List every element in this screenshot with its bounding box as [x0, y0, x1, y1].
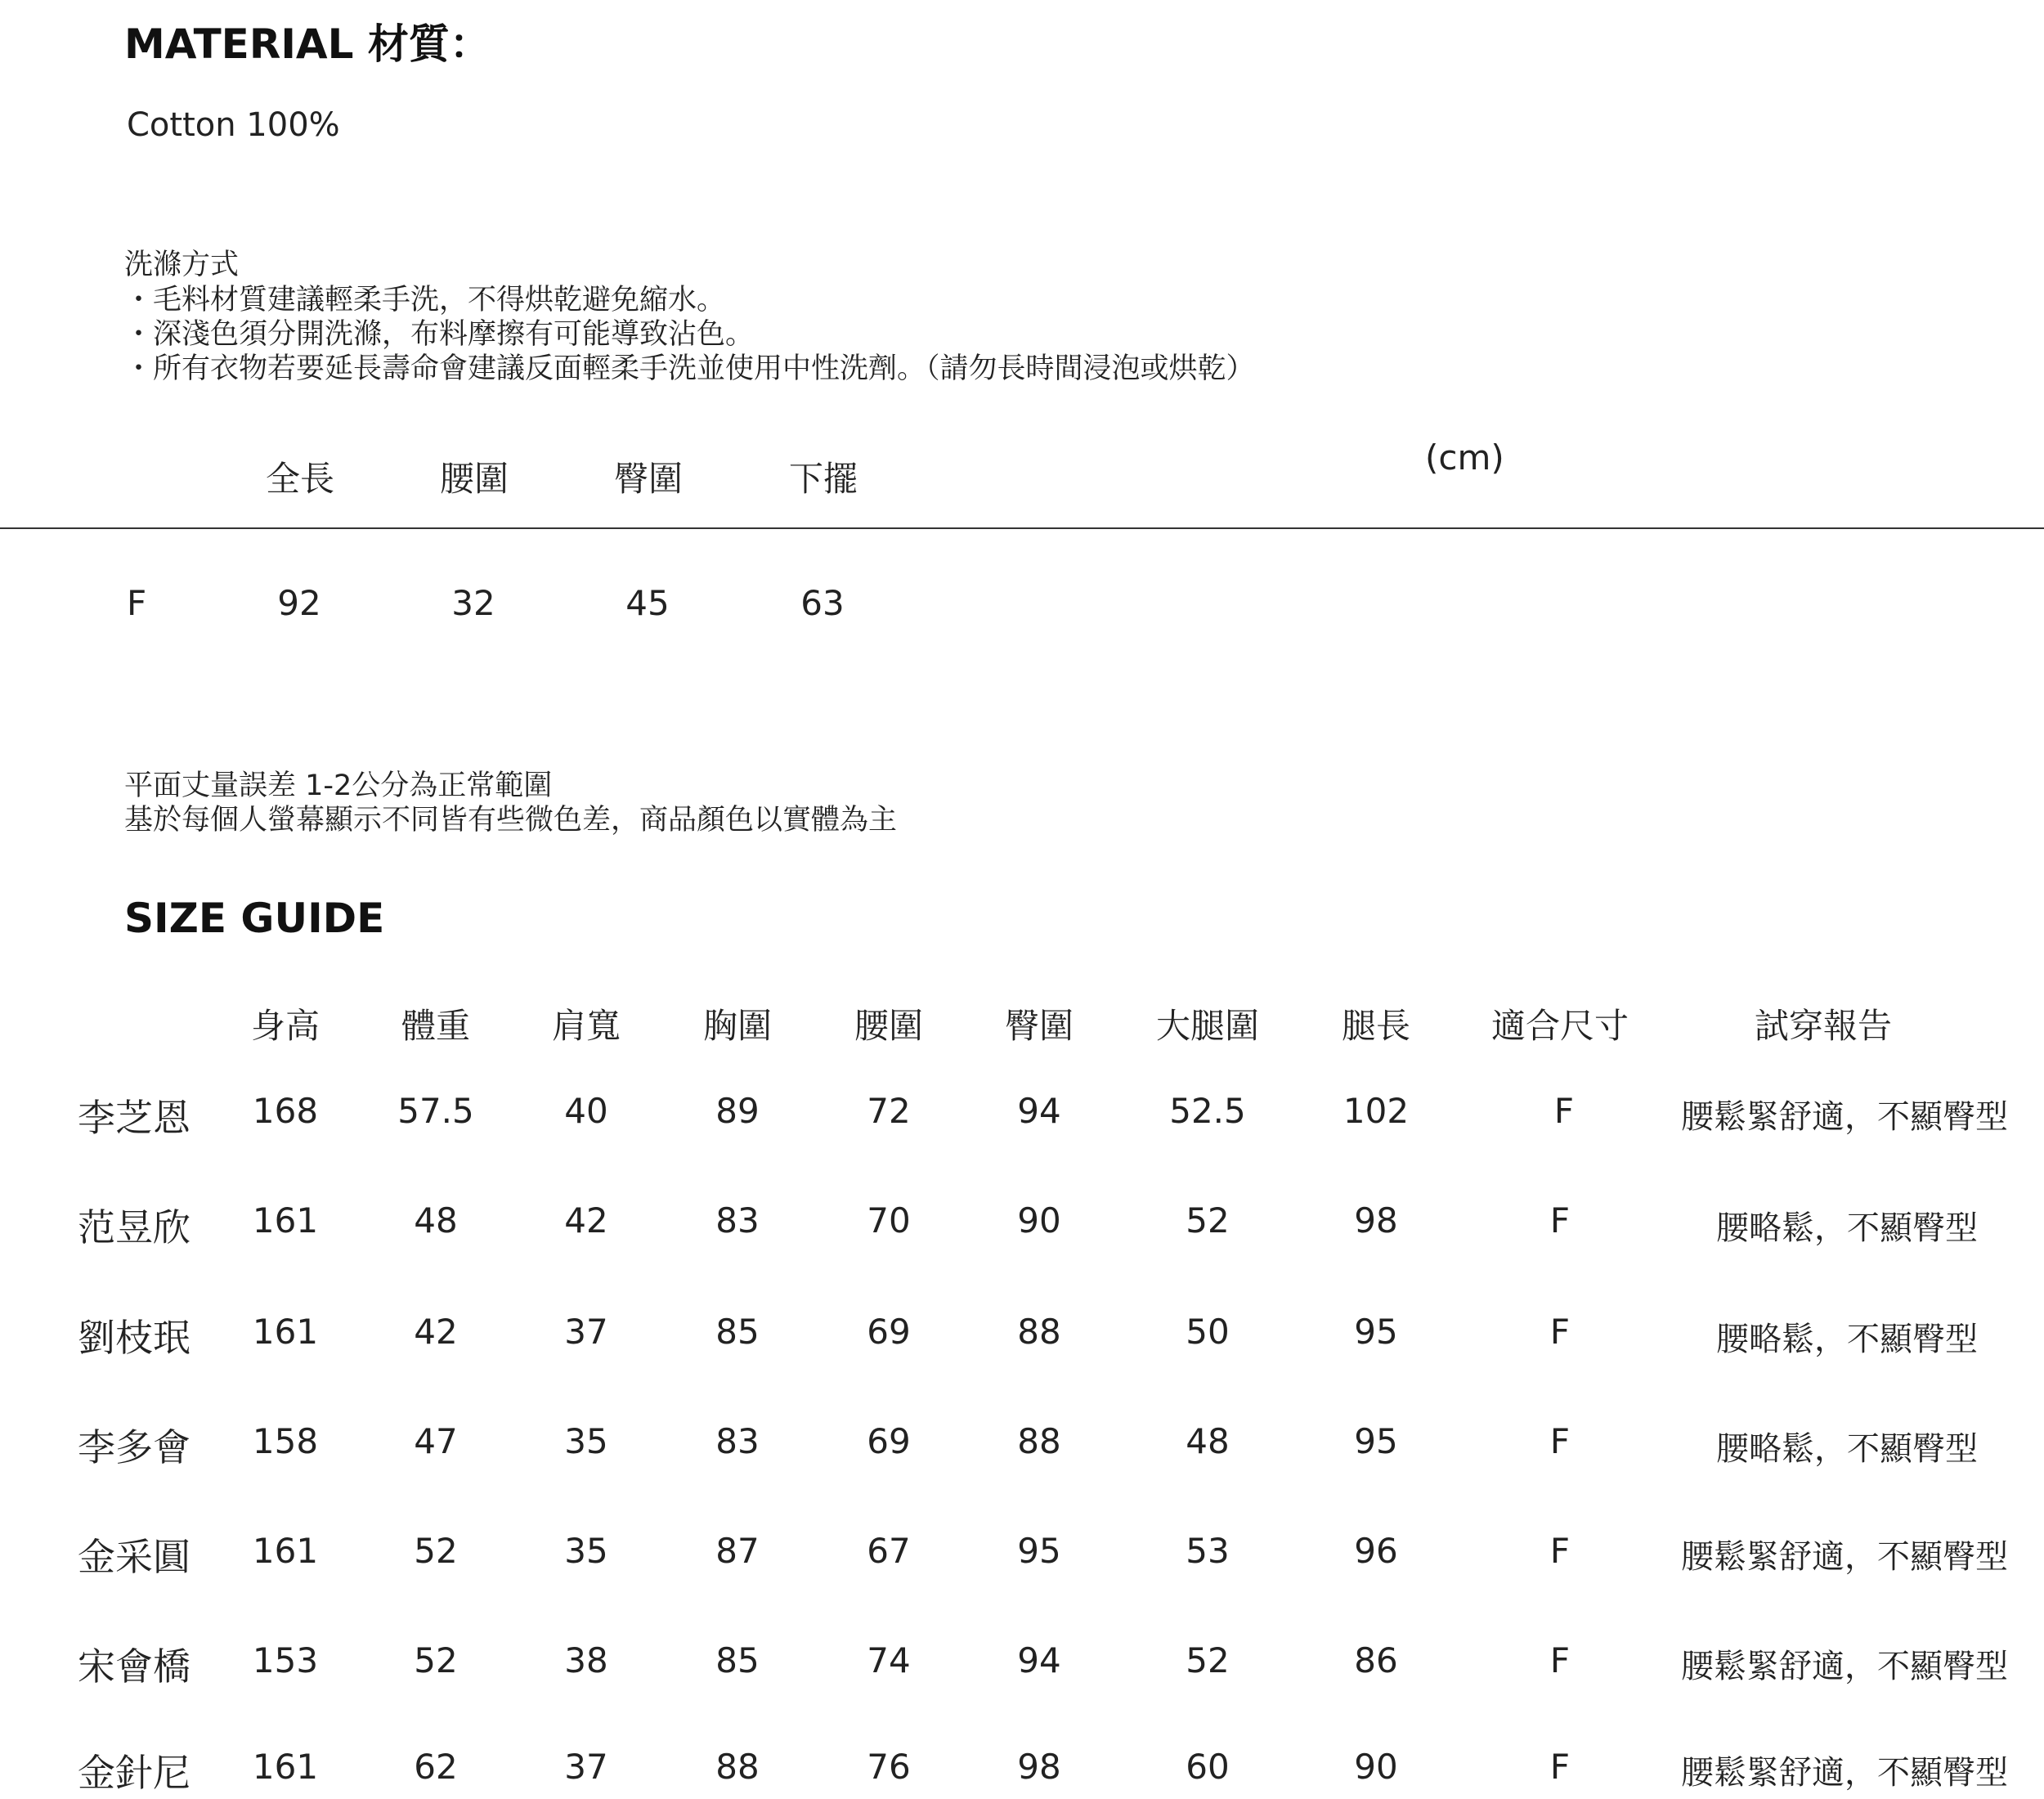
header-height: 身高 — [250, 1006, 320, 1046]
header-chest: 胸圍 — [702, 1006, 773, 1046]
header-waist: 腰圍 — [854, 1006, 924, 1046]
cell-weight: 62 — [414, 1747, 458, 1787]
header-fit-size: 適合尺寸 — [1490, 1006, 1629, 1046]
model-name: 劉枝珉 — [78, 1316, 191, 1360]
cell-fit-size: F — [1549, 1200, 1571, 1240]
cell-hip: 94 — [1017, 1091, 1061, 1131]
cell-weight: 42 — [414, 1312, 458, 1352]
cell-shoulder: 35 — [564, 1531, 608, 1571]
cell-thigh: 53 — [1186, 1531, 1230, 1571]
unit-label: (cm) — [1425, 437, 1504, 478]
color-note: 基於每個人螢幕顯示不同皆有些微色差，商品顏色以實體為主 — [124, 804, 898, 837]
size-label: F — [127, 583, 147, 623]
measure-header-hem: 下擺 — [789, 459, 858, 499]
measure-header-waist: 腰圍 — [440, 459, 509, 499]
cell-fit-size: F — [1549, 1747, 1571, 1787]
cell-weight: 48 — [414, 1200, 458, 1240]
cell-hip: 88 — [1017, 1421, 1061, 1461]
cell-thigh: 50 — [1186, 1312, 1230, 1352]
material-title: MATERIAL 材質： — [124, 20, 491, 68]
cell-height: 161 — [252, 1312, 319, 1352]
cell-chest: 83 — [715, 1421, 760, 1461]
cell-waist: 70 — [867, 1200, 911, 1240]
model-name: 李芝恩 — [78, 1096, 191, 1140]
cell-shoulder: 40 — [564, 1091, 608, 1131]
cell-fit-size: F — [1553, 1091, 1575, 1131]
cell-fit-size: F — [1549, 1640, 1571, 1680]
cell-fit-size: F — [1549, 1312, 1571, 1352]
cell-hip: 98 — [1017, 1747, 1061, 1787]
cell-height: 158 — [252, 1421, 319, 1461]
cell-fit-report: 腰鬆緊舒適，不顯臀型 — [1681, 1538, 2008, 1576]
measure-value-hem: 63 — [800, 583, 845, 623]
cell-shoulder: 37 — [564, 1312, 608, 1352]
cell-height: 161 — [252, 1200, 319, 1240]
cell-shoulder: 42 — [564, 1200, 608, 1240]
cell-fit-report: 腰略鬆，不顯臀型 — [1716, 1321, 1978, 1358]
cell-chest: 85 — [715, 1312, 760, 1352]
cell-leg-length: 86 — [1354, 1640, 1398, 1680]
measurement-note: 平面丈量誤差 1-2公分為正常範圍 — [124, 769, 553, 802]
cell-fit-report: 腰鬆緊舒適，不顯臀型 — [1681, 1754, 2008, 1792]
header-hip: 臀圍 — [1004, 1006, 1074, 1046]
cell-weight: 52 — [414, 1640, 458, 1680]
care-line: ・所有衣物若要延長壽命會建議反面輕柔手洗並使用中性洗劑。（請勿長時間浸泡或烘乾） — [124, 352, 1255, 385]
cell-fit-size: F — [1549, 1421, 1571, 1461]
measure-header-length: 全長 — [266, 459, 335, 499]
header-shoulder: 肩寬 — [551, 1006, 621, 1046]
cell-height: 168 — [252, 1091, 319, 1131]
header-weight: 體重 — [401, 1006, 471, 1046]
cell-thigh: 52 — [1186, 1640, 1230, 1680]
cell-hip: 94 — [1017, 1640, 1061, 1680]
cell-thigh: 52.5 — [1169, 1091, 1246, 1131]
cell-thigh: 48 — [1186, 1421, 1230, 1461]
cell-waist: 67 — [867, 1531, 911, 1571]
care-line: ・毛料材質建議輕柔手洗，不得烘乾避免縮水。 — [124, 284, 726, 316]
material-value: Cotton 100% — [127, 106, 340, 144]
cell-waist: 69 — [867, 1312, 911, 1352]
measure-header-hip: 臀圍 — [614, 459, 684, 499]
care-line: ・深淺色須分開洗滌，布料摩擦有可能導致沾色。 — [124, 318, 755, 351]
cell-fit-size: F — [1549, 1531, 1571, 1571]
cell-leg-length: 96 — [1354, 1531, 1398, 1571]
cell-shoulder: 35 — [564, 1421, 608, 1461]
cell-waist: 69 — [867, 1421, 911, 1461]
model-name: 李多會 — [78, 1425, 191, 1469]
cell-leg-length: 102 — [1342, 1091, 1410, 1131]
cell-leg-length: 95 — [1354, 1421, 1398, 1461]
cell-hip: 90 — [1017, 1200, 1061, 1240]
cell-chest: 83 — [715, 1200, 760, 1240]
cell-hip: 95 — [1017, 1531, 1061, 1571]
cell-height: 161 — [252, 1747, 319, 1787]
cell-waist: 72 — [867, 1091, 911, 1131]
cell-shoulder: 38 — [564, 1640, 608, 1680]
cell-hip: 88 — [1017, 1312, 1061, 1352]
table-divider — [0, 527, 2044, 529]
cell-height: 161 — [252, 1531, 319, 1571]
cell-waist: 76 — [867, 1747, 911, 1787]
model-name: 金針尼 — [78, 1751, 191, 1795]
cell-height: 153 — [252, 1640, 319, 1680]
cell-chest: 85 — [715, 1640, 760, 1680]
model-name: 宋會橋 — [78, 1644, 191, 1689]
cell-shoulder: 37 — [564, 1747, 608, 1787]
cell-fit-report: 腰鬆緊舒適，不顯臀型 — [1681, 1098, 2008, 1136]
model-name: 范昱欣 — [78, 1205, 191, 1249]
care-title: 洗滌方式 — [124, 249, 240, 281]
measure-value-waist: 32 — [451, 583, 495, 623]
cell-weight: 47 — [414, 1421, 458, 1461]
model-name: 金采圓 — [78, 1535, 191, 1579]
cell-fit-report: 腰略鬆，不顯臀型 — [1716, 1209, 1978, 1247]
cell-leg-length: 95 — [1354, 1312, 1398, 1352]
cell-chest: 89 — [715, 1091, 760, 1131]
cell-leg-length: 90 — [1354, 1747, 1398, 1787]
cell-weight: 57.5 — [397, 1091, 474, 1131]
header-thigh: 大腿圍 — [1155, 1006, 1260, 1046]
cell-chest: 87 — [715, 1531, 760, 1571]
size-guide-title: SIZE GUIDE — [124, 895, 385, 942]
cell-fit-report: 腰鬆緊舒適，不顯臀型 — [1681, 1648, 2008, 1685]
cell-weight: 52 — [414, 1531, 458, 1571]
cell-chest: 88 — [715, 1747, 760, 1787]
cell-thigh: 60 — [1186, 1747, 1230, 1787]
cell-waist: 74 — [867, 1640, 911, 1680]
cell-leg-length: 98 — [1354, 1200, 1398, 1240]
measure-value-hip: 45 — [625, 583, 670, 623]
header-fit-report: 試穿報告 — [1754, 1006, 1893, 1046]
measure-value-length: 92 — [277, 583, 321, 623]
cell-fit-report: 腰略鬆，不顯臀型 — [1716, 1430, 1978, 1468]
header-leg-length: 腿長 — [1341, 1006, 1411, 1046]
cell-thigh: 52 — [1186, 1200, 1230, 1240]
